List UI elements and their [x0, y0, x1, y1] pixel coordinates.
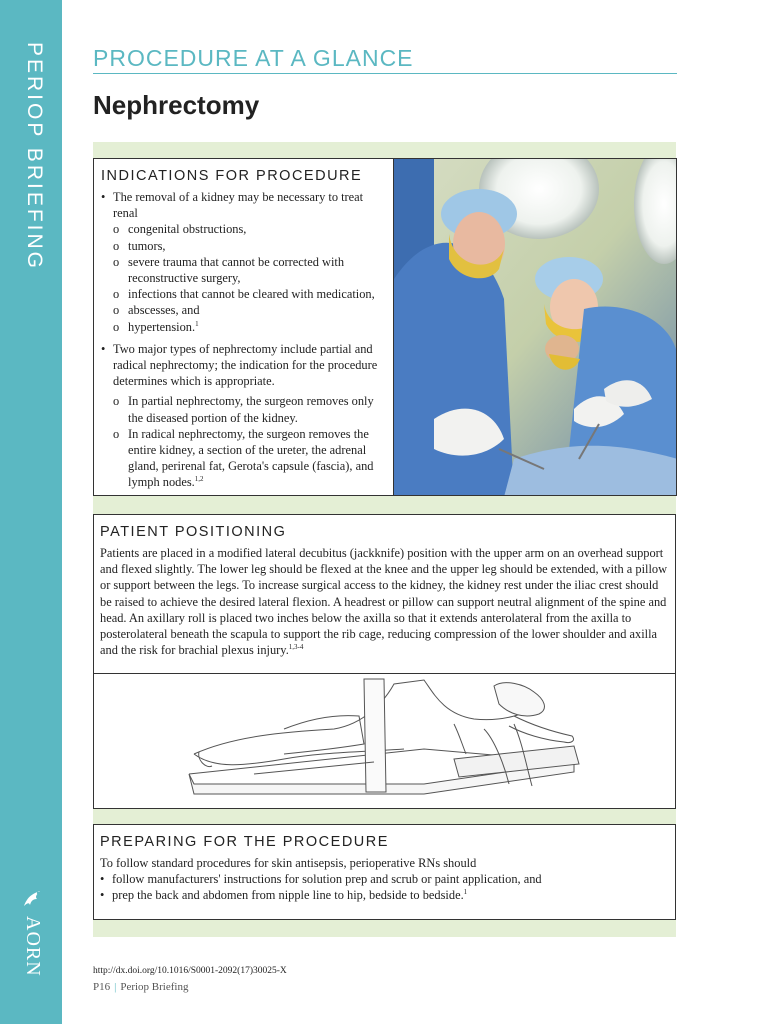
header-divider: [93, 73, 677, 74]
positioning-illustration-box: [93, 673, 676, 809]
list-item: o infections that cannot be cleared with medication,: [113, 287, 375, 302]
preparing-intro: To follow standard procedures for skin antisepsis, perioperative RNs should: [100, 856, 477, 870]
page-number: P16: [93, 981, 111, 993]
positioning-text: Patients are placed in a modified lateral decubitus (jackknife) position with the upper arm on an overhead support and flexed slightly. The lower leg should be flexed at the knee and the upper leg should be extended, with a pillow or support between the legs. To increase surgical access to the kidney, the kidney rest under the iliac crest should be raised to achieve the desired lateral flexion. A headrest or pillow can support neutral alignment of the spine and head. An axillary roll is placed two inches below the axilla so that it extends anterolateral from the axilla to posterolateral beneath the scapula to support the rib cage, reducing compression of the lower shoulder and axilla and the risk for brachial plexus injury.$^{1,3-4}$: [100, 546, 668, 658]
indications-box: [93, 158, 394, 496]
list-item: o In partial nephrectomy, the surgeon removes only the diseased portion of the kidney.: [113, 394, 374, 425]
patient-position-illustration: [94, 674, 675, 808]
reference-superscript: 1,2: [194, 475, 204, 484]
aorn-logo: [20, 888, 44, 998]
logo-text: AORN: [22, 916, 44, 977]
section-kicker: PROCEDURE AT A GLANCE: [93, 45, 414, 71]
list-item: o congenital obstructions,: [113, 222, 247, 237]
indications-bullet-2-text: Two major types of nephrectomy include partial and radical nephrectomy; the indication for the procedure determines which is appropriate.: [113, 341, 378, 389]
reference-superscript: 1: [463, 888, 468, 897]
sidebar: [0, 0, 62, 1024]
sidebar-title: PERIOP BRIEFING: [23, 42, 46, 271]
bird-icon: [21, 888, 43, 910]
list-item: o severe trauma that cannot be corrected with reconstructive surgery,: [113, 254, 345, 286]
preparing-heading: PREPARING FOR THE PROCEDURE: [100, 834, 389, 850]
list-item: o hypertension.$^1$: [113, 319, 199, 334]
positioning-box: [93, 514, 676, 674]
indications-bullet-1: [101, 189, 387, 335]
page-footer: [93, 981, 188, 993]
page-title: Nephrectomy: [93, 90, 260, 120]
indications-bullet-2: [101, 341, 387, 491]
reference-superscript: 1: [195, 319, 199, 328]
doi-link[interactable]: http://dx.doi.org/10.1016/S0001-2092(17)30025-X: [93, 966, 287, 976]
indications-bullet-1-text: The removal of a kidney may be necessary to treat renal: [113, 190, 364, 221]
preparing-box: [93, 824, 676, 920]
list-item: o tumors,: [113, 238, 166, 253]
surgery-photo: [393, 158, 677, 496]
journal-name: Periop Briefing: [120, 981, 189, 993]
positioning-heading: PATIENT POSITIONING: [100, 524, 287, 540]
list-item: o In radical nephrectomy, the surgeon removes the entire kidney, a section of the ureter, the adrenal gland, perirenal fat, Gerota's capsule (fascia), and lymph nodes.$^{1,2}$: [113, 426, 374, 490]
reference-superscript: 1,3-4: [288, 643, 304, 652]
indications-heading: INDICATIONS FOR PROCEDURE: [101, 168, 363, 184]
footer-separator: |: [114, 981, 117, 993]
list-item: o abscesses, and: [113, 303, 200, 318]
list-item: • follow manufacturers' instructions for solution prep and scrub or paint application, and: [100, 871, 669, 887]
list-item: • prep the back and abdomen from nipple line to hip, bedside to bedside.$^1$: [100, 887, 669, 903]
